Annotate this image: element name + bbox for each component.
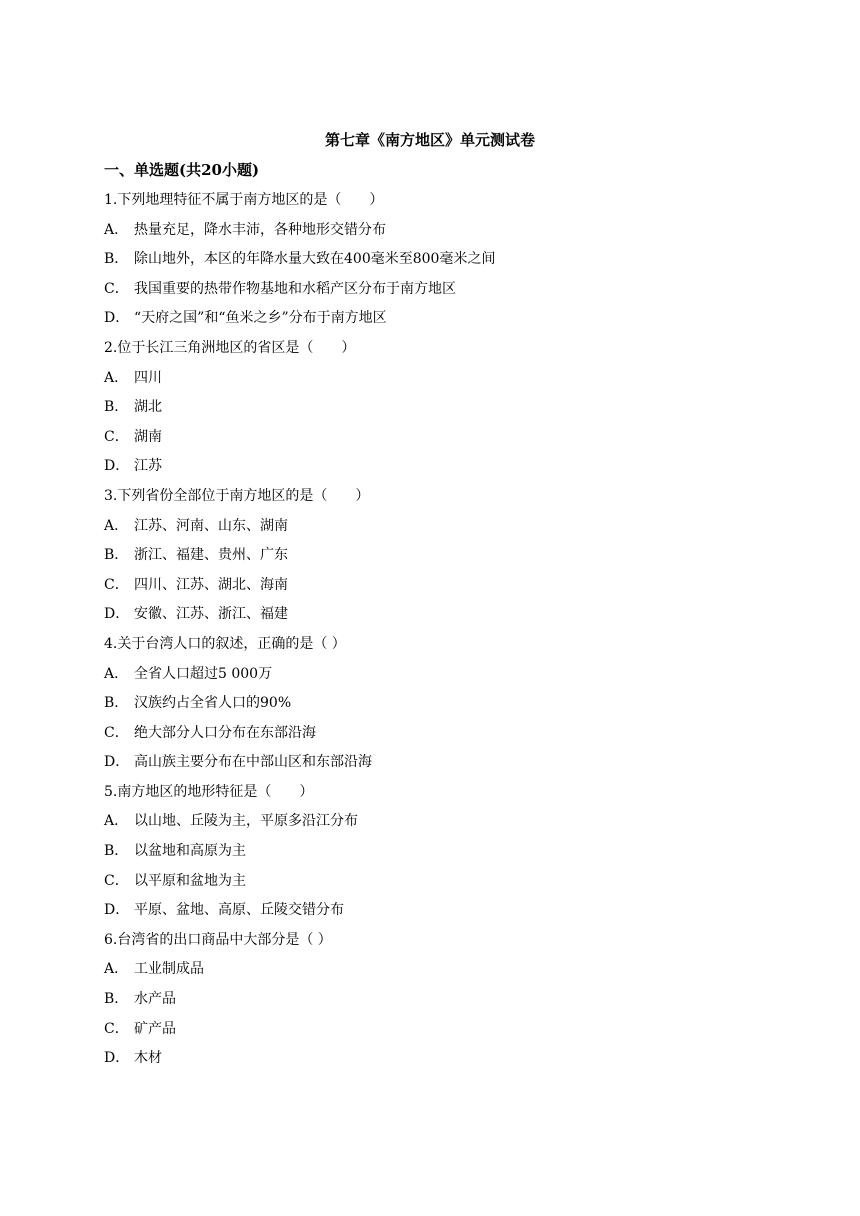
option-text: 安徽、江苏、浙江、福建 <box>134 606 288 623</box>
option-letter: D． <box>104 606 130 623</box>
option-text: 浙江、福建、贵州、广东 <box>134 547 288 564</box>
question-stem: 5.南方地区的地形特征是（ ） <box>104 783 314 800</box>
option-text: 四川 <box>134 369 162 386</box>
option-letter: C． <box>104 428 129 445</box>
option-letter: C． <box>104 724 129 741</box>
answer-option <box>104 723 784 753</box>
option-letter: C． <box>104 576 129 593</box>
question-block <box>104 634 784 782</box>
option-letter: D． <box>104 458 130 475</box>
page-title: 第七章《南方地区》单元测试卷 <box>324 131 535 149</box>
option-text: 除山地外，本区的年降水量大致在400毫米至800毫米之间 <box>134 251 496 268</box>
option-text: 以平原和盆地为主 <box>134 872 246 889</box>
question-list <box>104 190 784 1078</box>
question-block <box>104 486 784 634</box>
answer-option <box>104 1048 784 1078</box>
question-stem: 1.下列地理特征不属于南方地区的是（ ） <box>104 192 384 208</box>
answer-option <box>104 456 784 486</box>
option-letter: B． <box>104 251 129 268</box>
section-heading: 一、单选题(共20小题) <box>104 161 260 179</box>
answer-option <box>104 693 784 723</box>
option-text: 高山族主要分布在中部山区和东部沿海 <box>134 754 372 771</box>
answer-option <box>104 368 784 398</box>
answer-option <box>104 545 784 575</box>
question-block <box>104 338 784 486</box>
option-letter: D． <box>104 902 130 919</box>
answer-option <box>104 220 784 250</box>
question-stem: 4.关于台湾人口的叙述，正确的是（ ） <box>104 635 346 652</box>
answer-option <box>104 279 784 309</box>
option-letter: D． <box>104 754 130 771</box>
option-letter: B． <box>104 399 129 416</box>
question-stem: 3.下列省份全部位于南方地区的是（ ） <box>104 487 370 504</box>
question-stem: 2.位于长江三角洲地区的省区是（ ） <box>104 339 356 356</box>
option-text: 水产品 <box>134 991 176 1008</box>
option-letter: A． <box>104 369 129 386</box>
option-text: 江苏 <box>134 458 162 475</box>
question-stem: 6.台湾省的出口商品中大部分是（ ） <box>104 931 332 948</box>
answer-option <box>104 1019 784 1049</box>
answer-option <box>104 604 784 634</box>
option-text: 江苏、河南、山东、湖南 <box>134 517 288 534</box>
option-letter: C． <box>104 1020 129 1037</box>
option-letter: B． <box>104 695 129 712</box>
question-block <box>104 930 784 1078</box>
option-text: 绝大部分人口分布在东部沿海 <box>134 724 316 741</box>
answer-option <box>104 752 784 782</box>
option-letter: A． <box>104 665 129 682</box>
option-letter: A． <box>104 961 129 978</box>
option-text: “天府之国”和“鱼米之乡”分布于南方地区 <box>134 310 387 327</box>
option-text: 矿产品 <box>134 1020 176 1037</box>
answer-option <box>104 841 784 871</box>
option-text: 全省人口超过5 000万 <box>134 665 273 682</box>
answer-option <box>104 397 784 427</box>
option-text: 湖南 <box>134 428 162 445</box>
answer-option <box>104 516 784 546</box>
question-block <box>104 190 784 338</box>
answer-option <box>104 308 784 338</box>
option-letter: B． <box>104 991 129 1008</box>
answer-option <box>104 427 784 457</box>
answer-option <box>104 664 784 694</box>
answer-option <box>104 575 784 605</box>
option-letter: A． <box>104 221 129 238</box>
option-letter: A． <box>104 813 129 830</box>
option-text: 木材 <box>134 1050 162 1067</box>
option-text: 以盆地和高原为主 <box>134 843 246 860</box>
option-letter: A． <box>104 517 129 534</box>
question-block <box>104 782 784 930</box>
option-letter: C． <box>104 280 129 297</box>
answer-option <box>104 871 784 901</box>
answer-option <box>104 989 784 1019</box>
option-letter: D． <box>104 310 130 327</box>
answer-option <box>104 959 784 989</box>
option-letter: D． <box>104 1050 130 1067</box>
option-text: 平原、盆地、高原、丘陵交错分布 <box>134 902 344 919</box>
option-letter: C． <box>104 872 129 889</box>
option-text: 工业制成品 <box>134 961 204 978</box>
option-text: 汉族约占全省人口的90% <box>134 695 292 712</box>
answer-option <box>104 811 784 841</box>
option-text: 四川、江苏、湖北、海南 <box>134 576 288 593</box>
option-text: 湖北 <box>134 399 162 416</box>
option-text: 以山地、丘陵为主，平原多沿江分布 <box>134 813 358 830</box>
option-text: 热量充足，降水丰沛，各种地形交错分布 <box>134 221 386 238</box>
answer-option <box>104 900 784 930</box>
option-text: 我国重要的热带作物基地和水稻产区分布于南方地区 <box>134 280 456 297</box>
option-letter: B． <box>104 547 129 564</box>
answer-option <box>104 249 784 279</box>
option-letter: B． <box>104 843 129 860</box>
